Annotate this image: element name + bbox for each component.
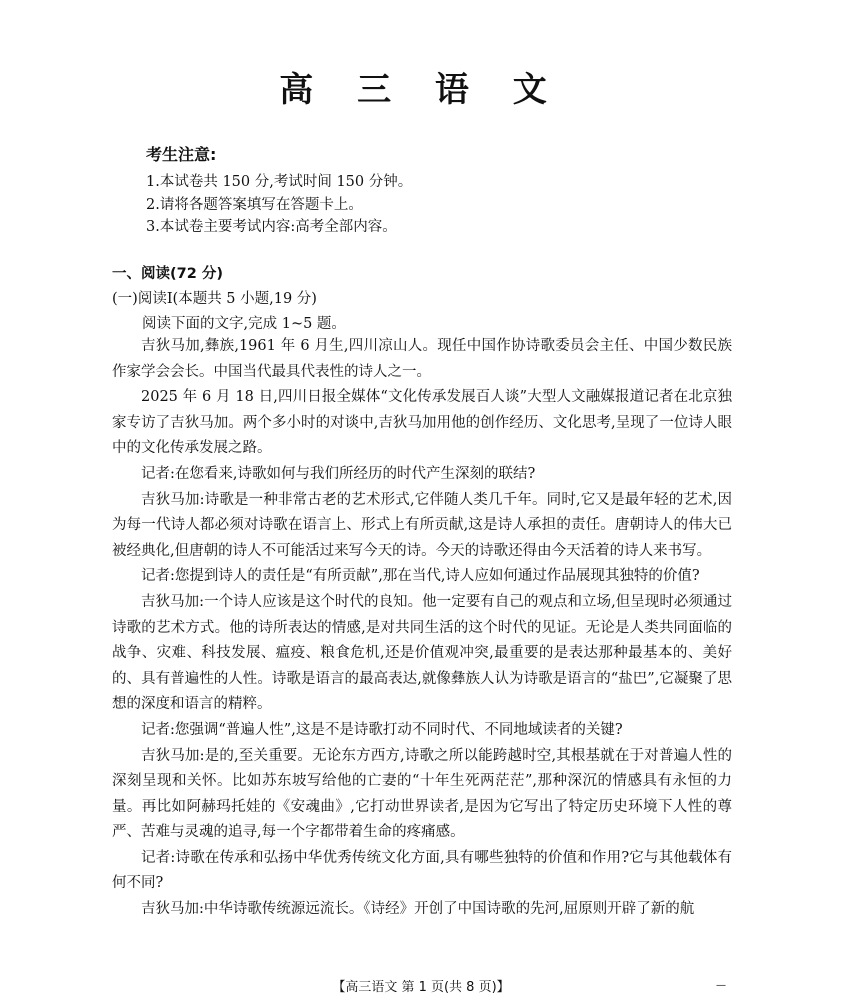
page-title: 高 三 语 文	[279, 70, 563, 110]
paragraph: 吉狄马加,彝族,1961 年 6 月生,四川凉山人。现任中国作协诗歌委员会主任、中国少数民族作家学会会长。中国当代最具代表性的诗人之一。	[112, 338, 732, 380]
paragraph: 吉狄马加:是的,至关重要。无论东方西方,诗歌之所以能跨越时空,其根基就在于对普遍人性的深刻呈现和关怀。比如苏东坡写给他的亡妻的“十年生死两茫茫”,那种深沉的情感具有永恒的力量。再比如阿赫玛托娃的《安魂曲》,它打动世界读者,是因为它写出了特定历史环境下人性的尊严、苦难与灵魂的追寻,每一个字都带着生命的疼痛感。	[112, 747, 732, 841]
subsection-heading: (一)阅读Ⅰ(本题共 5 小题,19 分)	[112, 291, 317, 307]
page-footer: 【高三语文 第 1 页(共 8 页)】	[332, 980, 510, 995]
paragraph: 记者:在您看来,诗歌如何与我们所经历的时代产生深刻的联结?	[141, 465, 536, 482]
notice-heading: 考生注意:	[146, 145, 217, 164]
footer-dash: —	[716, 980, 726, 991]
notice-item-3: 3.本试卷主要考试内容:高考全部内容。	[146, 219, 397, 235]
article-body	[112, 334, 732, 923]
section-heading: 一、阅读(72 分)	[112, 266, 223, 282]
paragraph: 吉狄马加:诗歌是一种非常古老的艺术形式,它伴随人类几千年。同时,它又是最年轻的艺术,因为每一代诗人都必须对诗歌在语言上、形式上有所贡献,这是诗人承担的责任。唐朝诗人的伟大已被经典化,但唐朝的诗人不可能活过来写今天的诗。今天的诗歌还得由今天活着的诗人来书写。	[112, 491, 732, 559]
instruction-text: 阅读下面的文字,完成 1~5 题。	[142, 316, 346, 332]
notice-item-2: 2.请将各题答案填写在答题卡上。	[146, 197, 363, 213]
paragraph: 记者:诗歌在传承和弘扬中华优秀传统文化方面,具有哪些独特的价值和作用?它与其他载体有何不同?	[112, 849, 732, 892]
notice-item-1: 1.本试卷共 150 分,考试时间 150 分钟。	[146, 174, 413, 190]
paragraph: 吉狄马加:一个诗人应该是这个时代的良知。他一定要有自己的观点和立场,但呈现时必须通过诗歌的艺术方式。他的诗所表达的情感,是对共同生活的这个时代的见证。无论是人类共同面临的战争、灾难、科技发展、瘟疫、粮食危机,还是价值观冲突,最重要的是表达那种最基本的、美好的、具有普遍性的人性。诗歌是语言的最高表达,就像彝族人认为诗歌是语言的“盐巴”,它凝聚了思想的深度和语言的精粹。	[112, 593, 732, 713]
paragraph: 2025 年 6 月 18 日,四川日报全媒体“文化传承发展百人谈”大型人文融媒报道记者在北京独家专访了吉狄马加。两个多小时的对谈中,吉狄马加用他的创作经历、文化思考,呈现了一位诗人眼中的文化传承发展之路。	[112, 389, 732, 457]
paragraph: 记者:您强调“普遍人性”,这是不是诗歌打动不同时代、不同地域读者的关键?	[141, 721, 623, 738]
paragraph: 记者:您提到诗人的责任是“有所贡献”,那在当代,诗人应如何通过作品展现其独特的价值?	[141, 568, 700, 585]
paragraph: 吉狄马加:中华诗歌传统源远流长。《诗经》开创了中国诗歌的先河,屈原则开辟了新的航	[141, 901, 695, 918]
